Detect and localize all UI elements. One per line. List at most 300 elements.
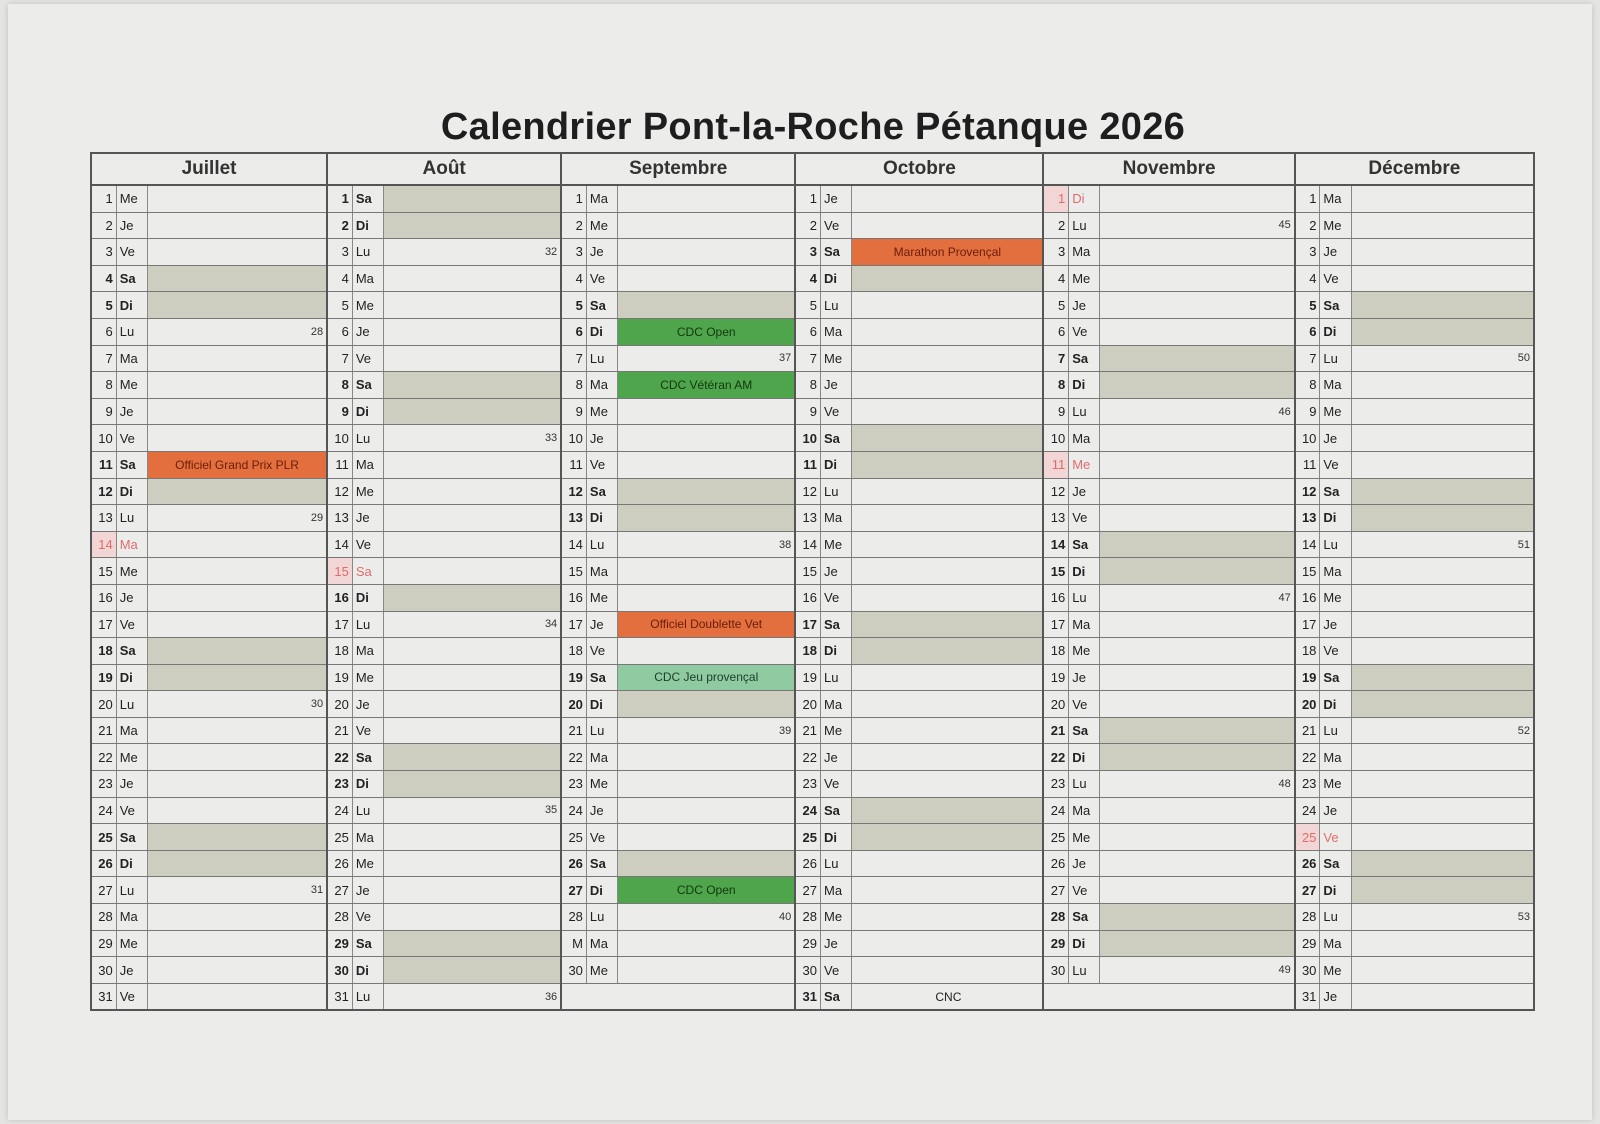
day-number: 6 [1295, 318, 1320, 345]
event-cell-juillet [147, 185, 327, 212]
day-name: Je [821, 558, 852, 585]
day-number: 27 [561, 877, 586, 904]
day-number: 22 [91, 744, 116, 771]
day-name: Ve [1069, 318, 1100, 345]
day-name: Lu [116, 318, 147, 345]
day-number: 15 [795, 558, 820, 585]
day-name: Je [1320, 239, 1351, 266]
event-cell-aout [384, 983, 562, 1010]
event-cell-aout [384, 318, 562, 345]
day-name: Me [1069, 265, 1100, 292]
event-cell-decembre [1351, 930, 1534, 957]
week-number: 51 [1517, 538, 1530, 551]
month-header-decembre: Décembre [1295, 153, 1534, 185]
day-number: 23 [561, 771, 586, 798]
event-cell-septembre [618, 345, 796, 372]
week-number: 50 [1517, 352, 1530, 365]
event-cell-novembre [1100, 850, 1295, 877]
day-name: Ve [1320, 638, 1351, 665]
day-number: 20 [1295, 691, 1320, 718]
event-cell-novembre [1100, 398, 1295, 425]
day-name: Je [352, 877, 383, 904]
event-cell-juillet [147, 983, 327, 1010]
day-number: 16 [91, 584, 116, 611]
day-number: 16 [327, 584, 352, 611]
day-name: Ma [1069, 797, 1100, 824]
event-cell-septembre-green [618, 877, 796, 904]
event-cell-juillet [147, 664, 327, 691]
event-cell-juillet [147, 292, 327, 319]
day-name: Di [1320, 505, 1351, 532]
event-cell-aout [384, 611, 562, 638]
week-number: 30 [310, 698, 324, 711]
event-cell-octobre [852, 318, 1044, 345]
event-cell-decembre [1351, 717, 1534, 744]
event-cell-septembre [618, 904, 796, 931]
week-number: 35 [544, 804, 558, 817]
day-name: Lu [116, 691, 147, 718]
calendar-row [91, 664, 1534, 691]
event-label: Marathon Provençal [893, 244, 1002, 259]
day-number: 30 [91, 957, 116, 984]
day-name: Di [352, 212, 383, 239]
day-name: Je [821, 930, 852, 957]
event-label: CDC Open [676, 883, 736, 898]
day-number: 31 [1295, 983, 1320, 1010]
day-name: Me [116, 372, 147, 399]
event-cell-novembre [1100, 584, 1295, 611]
day-number: 19 [327, 664, 352, 691]
event-cell-decembre [1351, 691, 1534, 718]
day-number: 15 [1295, 558, 1320, 585]
day-number: 21 [1043, 717, 1068, 744]
day-name: Lu [821, 478, 852, 505]
event-cell-aout [384, 212, 562, 239]
day-name: Ve [821, 957, 852, 984]
day-number: 29 [795, 930, 820, 957]
day-name: Ve [352, 531, 383, 558]
event-cell-octobre [852, 292, 1044, 319]
event-cell-aout [384, 904, 562, 931]
day-number: 18 [795, 638, 820, 665]
day-number: 21 [327, 717, 352, 744]
day-name: Sa [1069, 904, 1100, 931]
event-cell-decembre [1351, 425, 1534, 452]
event-cell-juillet [147, 930, 327, 957]
day-number: 28 [561, 904, 586, 931]
day-name: Sa [1069, 717, 1100, 744]
event-cell-decembre [1351, 664, 1534, 691]
day-number: 11 [327, 451, 352, 478]
event-cell-decembre [1351, 638, 1534, 665]
event-cell-decembre [1351, 904, 1534, 931]
event-cell-juillet [147, 638, 327, 665]
day-name: Di [116, 478, 147, 505]
day-name: Ve [116, 239, 147, 266]
day-name: Sa [116, 451, 147, 478]
day-number: 12 [1295, 478, 1320, 505]
day-number: 26 [795, 850, 820, 877]
event-cell-juillet [147, 212, 327, 239]
day-number: 1 [795, 185, 820, 212]
week-number: 33 [544, 432, 558, 445]
event-cell-octobre [852, 957, 1044, 984]
event-cell-novembre [1100, 185, 1295, 212]
day-number: 20 [795, 691, 820, 718]
day-name: Di [116, 664, 147, 691]
day-name: Sa [586, 478, 617, 505]
day-name: Lu [586, 717, 617, 744]
event-cell-aout [384, 850, 562, 877]
week-number: 31 [310, 884, 324, 897]
event-cell-septembre [618, 425, 796, 452]
day-name: Lu [352, 425, 383, 452]
event-cell-aout [384, 691, 562, 718]
day-name: Ma [821, 318, 852, 345]
day-number: 27 [1295, 877, 1320, 904]
event-cell-aout [384, 771, 562, 798]
day-number: 17 [795, 611, 820, 638]
event-cell-septembre [618, 824, 796, 851]
event-cell-octobre [852, 425, 1044, 452]
day-number: 21 [1295, 717, 1320, 744]
event-cell-novembre [1100, 744, 1295, 771]
day-name: Ma [352, 638, 383, 665]
day-number: 10 [91, 425, 116, 452]
event-cell-octobre [852, 531, 1044, 558]
event-label: Officiel Grand Prix PLR [175, 457, 299, 472]
event-cell-aout [384, 930, 562, 957]
day-number: 29 [91, 930, 116, 957]
event-cell-septembre [618, 957, 796, 984]
day-number: 11 [795, 451, 820, 478]
event-cell-novembre [1100, 425, 1295, 452]
day-name: Lu [821, 850, 852, 877]
event-cell-novembre [1100, 797, 1295, 824]
event-cell-juillet [147, 744, 327, 771]
day-name: Me [116, 744, 147, 771]
event-cell-septembre [618, 185, 796, 212]
day-name: Di [586, 318, 617, 345]
event-cell-septembre [618, 850, 796, 877]
day-number: 4 [1295, 265, 1320, 292]
day-name: Lu [821, 664, 852, 691]
day-number: 26 [1295, 850, 1320, 877]
day-name: Di [821, 451, 852, 478]
event-cell-decembre [1351, 318, 1534, 345]
day-number: 2 [1043, 212, 1068, 239]
event-cell-septembre [618, 531, 796, 558]
day-number: 12 [795, 478, 820, 505]
day-name: Je [352, 691, 383, 718]
day-number: 2 [327, 212, 352, 239]
event-cell-octobre-orange [852, 239, 1044, 266]
day-number: 14 [1295, 531, 1320, 558]
calendar-row [91, 717, 1534, 744]
calendar-row [91, 744, 1534, 771]
day-name: Sa [352, 744, 383, 771]
day-number: 26 [561, 850, 586, 877]
day-number: 19 [795, 664, 820, 691]
week-number: 47 [1278, 591, 1291, 604]
day-name: Je [1069, 292, 1100, 319]
event-cell-novembre [1100, 638, 1295, 665]
day-number: 13 [327, 505, 352, 532]
day-name: Ma [1320, 185, 1351, 212]
day-name: Me [1320, 771, 1351, 798]
event-cell-novembre [1100, 717, 1295, 744]
day-name: Lu [1320, 717, 1351, 744]
event-cell-septembre [618, 292, 796, 319]
day-name: Me [586, 771, 617, 798]
day-number: 11 [1295, 451, 1320, 478]
day-number: 6 [1043, 318, 1068, 345]
day-name: Sa [586, 664, 617, 691]
calendar-row [91, 877, 1534, 904]
day-number: 20 [1043, 691, 1068, 718]
calendar-row [91, 345, 1534, 372]
event-cell-septembre [618, 744, 796, 771]
day-number: 3 [1295, 239, 1320, 266]
event-cell-novembre [1100, 345, 1295, 372]
day-name: Ma [352, 451, 383, 478]
day-number: 13 [91, 505, 116, 532]
day-number: 22 [1043, 744, 1068, 771]
event-cell-juillet [147, 372, 327, 399]
event-cell-novembre [1100, 771, 1295, 798]
day-number: 9 [1043, 398, 1068, 425]
event-cell-octobre [852, 212, 1044, 239]
event-cell-juillet-orange [147, 451, 327, 478]
event-cell-novembre [1100, 478, 1295, 505]
event-label: CDC Open [676, 324, 736, 339]
calendar-row [91, 638, 1534, 665]
day-name: Ve [1069, 505, 1100, 532]
day-name: Me [352, 664, 383, 691]
day-name: Me [352, 850, 383, 877]
day-number: 23 [1295, 771, 1320, 798]
day-number: 19 [91, 664, 116, 691]
event-cell-octobre [852, 558, 1044, 585]
day-name: Ma [1320, 930, 1351, 957]
day-number: 17 [1043, 611, 1068, 638]
calendar-row [91, 372, 1534, 399]
day-name: Je [1069, 664, 1100, 691]
day-number: 5 [561, 292, 586, 319]
day-number: 5 [1295, 292, 1320, 319]
day-number: 20 [561, 691, 586, 718]
event-cell-decembre [1351, 292, 1534, 319]
day-name: Ma [586, 558, 617, 585]
day-name: Lu [116, 877, 147, 904]
day-number: 25 [91, 824, 116, 851]
day-name: Ve [116, 797, 147, 824]
day-name: Je [586, 239, 617, 266]
day-number: 20 [91, 691, 116, 718]
month-header-juillet: Juillet [91, 153, 327, 185]
event-cell-juillet [147, 850, 327, 877]
day-name: Ma [821, 877, 852, 904]
event-cell-novembre [1100, 664, 1295, 691]
day-name: Me [1320, 584, 1351, 611]
day-name: Ve [586, 451, 617, 478]
event-cell-octobre [852, 691, 1044, 718]
event-cell-novembre [1100, 531, 1295, 558]
event-cell-octobre [852, 717, 1044, 744]
day-name: Je [116, 957, 147, 984]
month-header-octobre: Octobre [795, 153, 1043, 185]
event-cell-aout [384, 372, 562, 399]
day-name: Di [1320, 691, 1351, 718]
day-name: Je [586, 797, 617, 824]
day-name: Je [821, 372, 852, 399]
event-cell-aout [384, 425, 562, 452]
day-name: Sa [821, 239, 852, 266]
calendar-row [91, 478, 1534, 505]
day-number: 10 [327, 425, 352, 452]
day-number: 5 [795, 292, 820, 319]
day-name: Di [821, 265, 852, 292]
event-cell-septembre [618, 558, 796, 585]
day-name: Lu [1069, 584, 1100, 611]
event-cell-septembre-lightgreen [618, 664, 796, 691]
day-number: 18 [91, 638, 116, 665]
empty-day-cell [1043, 983, 1294, 1010]
event-cell-juillet [147, 345, 327, 372]
event-cell-novembre [1100, 239, 1295, 266]
day-name: Di [116, 850, 147, 877]
day-number: 27 [327, 877, 352, 904]
day-name: Ma [352, 265, 383, 292]
day-number: 3 [1043, 239, 1068, 266]
day-name: Sa [116, 265, 147, 292]
calendar-row [91, 451, 1534, 478]
day-number: 8 [327, 372, 352, 399]
day-name: Di [1069, 558, 1100, 585]
event-cell-decembre [1351, 265, 1534, 292]
event-cell-aout [384, 957, 562, 984]
day-name: Ma [116, 904, 147, 931]
day-name: Me [821, 717, 852, 744]
week-number: 52 [1517, 724, 1530, 737]
day-number: 4 [561, 265, 586, 292]
day-name: Lu [116, 505, 147, 532]
day-name: Di [352, 957, 383, 984]
event-cell-aout [384, 478, 562, 505]
day-number: 10 [1295, 425, 1320, 452]
event-cell-aout [384, 664, 562, 691]
day-name: Ve [1069, 691, 1100, 718]
event-cell-aout [384, 292, 562, 319]
day-name: Me [1320, 957, 1351, 984]
event-cell-septembre [618, 265, 796, 292]
event-cell-octobre [852, 638, 1044, 665]
day-name: Lu [352, 239, 383, 266]
day-name: Ma [1320, 372, 1351, 399]
day-number: 1 [327, 185, 352, 212]
event-cell-decembre [1351, 957, 1534, 984]
day-number: M [561, 930, 586, 957]
event-cell-juillet [147, 771, 327, 798]
day-name: Sa [821, 425, 852, 452]
day-number: 24 [795, 797, 820, 824]
day-number: 1 [1043, 185, 1068, 212]
day-name: Lu [352, 797, 383, 824]
event-cell-octobre [852, 505, 1044, 532]
event-cell-novembre [1100, 930, 1295, 957]
event-cell-novembre [1100, 558, 1295, 585]
day-name: Sa [1320, 850, 1351, 877]
day-number: 7 [1043, 345, 1068, 372]
day-name: Ve [1320, 265, 1351, 292]
calendar-row [91, 824, 1534, 851]
day-name: Di [586, 691, 617, 718]
event-cell-novembre [1100, 292, 1295, 319]
event-cell-aout [384, 744, 562, 771]
event-cell-juillet [147, 957, 327, 984]
day-name: Ma [586, 930, 617, 957]
day-name: Je [116, 212, 147, 239]
event-cell-decembre [1351, 744, 1534, 771]
calendar-row [91, 584, 1534, 611]
day-number: 16 [561, 584, 586, 611]
event-cell-decembre [1351, 505, 1534, 532]
day-number: 13 [795, 505, 820, 532]
day-name: Me [1069, 824, 1100, 851]
day-name: Je [1069, 850, 1100, 877]
day-name: Ve [821, 771, 852, 798]
day-name: Me [586, 957, 617, 984]
event-cell-decembre [1351, 983, 1534, 1010]
day-number: 27 [795, 877, 820, 904]
day-number: 23 [91, 771, 116, 798]
event-cell-octobre [852, 930, 1044, 957]
event-cell-septembre-green [618, 318, 796, 345]
day-number: 10 [795, 425, 820, 452]
day-name: Lu [352, 611, 383, 638]
day-name: Sa [352, 185, 383, 212]
day-number: 16 [1295, 584, 1320, 611]
day-name: Je [352, 505, 383, 532]
day-number: 15 [561, 558, 586, 585]
day-name: Je [586, 611, 617, 638]
day-name: Ve [821, 584, 852, 611]
day-name: Je [116, 771, 147, 798]
day-name: Ma [586, 744, 617, 771]
event-cell-octobre [852, 611, 1044, 638]
day-number: 30 [1295, 957, 1320, 984]
day-name: Ma [352, 824, 383, 851]
week-number: 39 [779, 724, 792, 737]
event-cell-decembre [1351, 797, 1534, 824]
week-number: 46 [1278, 405, 1291, 418]
day-name: Di [352, 771, 383, 798]
calendar-row [91, 850, 1534, 877]
day-number: 13 [1295, 505, 1320, 532]
day-name: Sa [352, 558, 383, 585]
event-cell-juillet [147, 717, 327, 744]
calendar-row [91, 505, 1534, 532]
day-name: Ve [1069, 877, 1100, 904]
event-cell-septembre-orange [618, 611, 796, 638]
day-name: Me [1320, 212, 1351, 239]
week-number: 40 [779, 910, 792, 923]
day-number: 4 [1043, 265, 1068, 292]
day-number: 12 [561, 478, 586, 505]
event-cell-aout [384, 531, 562, 558]
day-name: Ve [586, 824, 617, 851]
event-cell-novembre [1100, 691, 1295, 718]
